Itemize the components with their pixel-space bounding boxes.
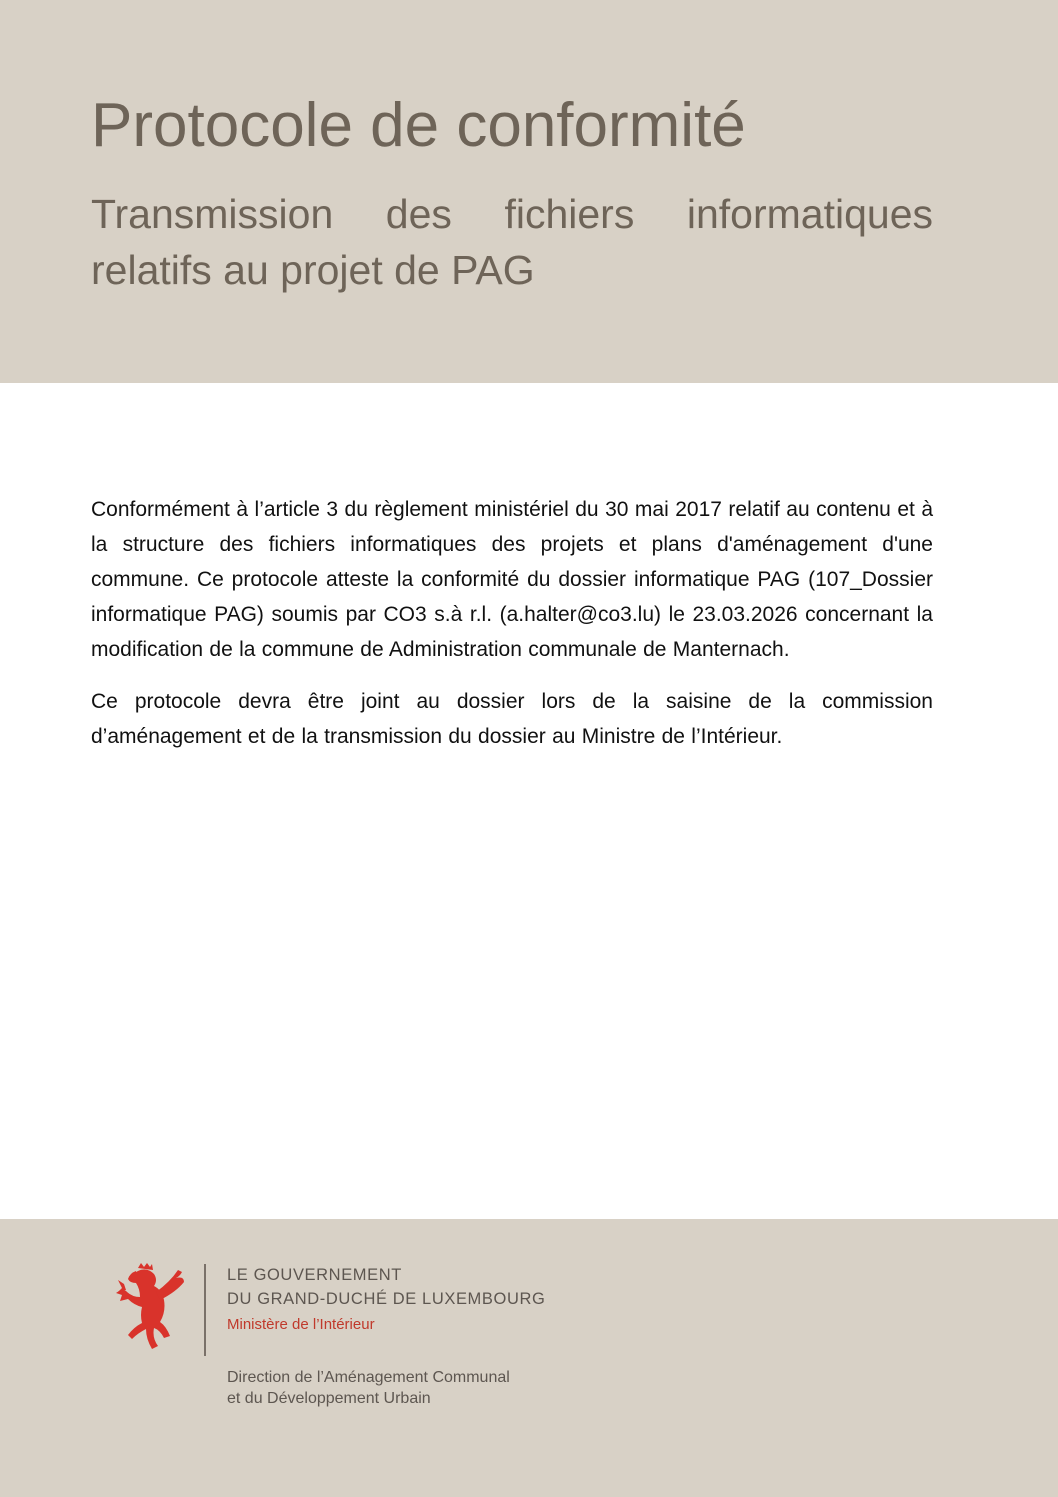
paragraph-conformity: Conformément à l’article 3 du règlement ministériel du 30 mai 2017 relatif au contenu et à la structure des fichiers informatiques des projets et plans d'aménagement d'une commune. Ce protocole atteste la conformité du dossier informatique PAG (107_Dossier informatique PAG) soumis par CO3 s.à r.l. (a.halter@co3.lu) le 23.03.2026 concernant la modification de la commune de Administration communale de Manternach. <box>91 498 933 661</box>
government-name-line2: DU GRAND-DUCHÉ DE LUXEMBOURG <box>227 1290 546 1308</box>
government-name-line1: LE GOUVERNEMENT <box>227 1266 402 1284</box>
paragraph-instruction: Ce protocole devra être joint au dossier lors de la saisine de la commission d’aménagement et de la transmission du dossier au Ministre de l’Intérieur. <box>91 690 933 748</box>
header-banner <box>0 0 1058 383</box>
ministry-name: Ministère de l’Intérieur <box>227 1316 375 1333</box>
direction-line2: et du Développement Urbain <box>227 1390 431 1407</box>
direction-line1: Direction de l’Aménagement Communal <box>227 1369 510 1386</box>
document-body <box>91 492 933 771</box>
document-title: Protocole de conformité <box>91 91 746 160</box>
document-subtitle: Transmission des fichiers informatiques relatifs au projet de PAG <box>91 191 933 293</box>
footer-banner <box>0 1219 1058 1497</box>
logo-divider <box>204 1264 206 1356</box>
red-lion-icon <box>116 1262 186 1354</box>
